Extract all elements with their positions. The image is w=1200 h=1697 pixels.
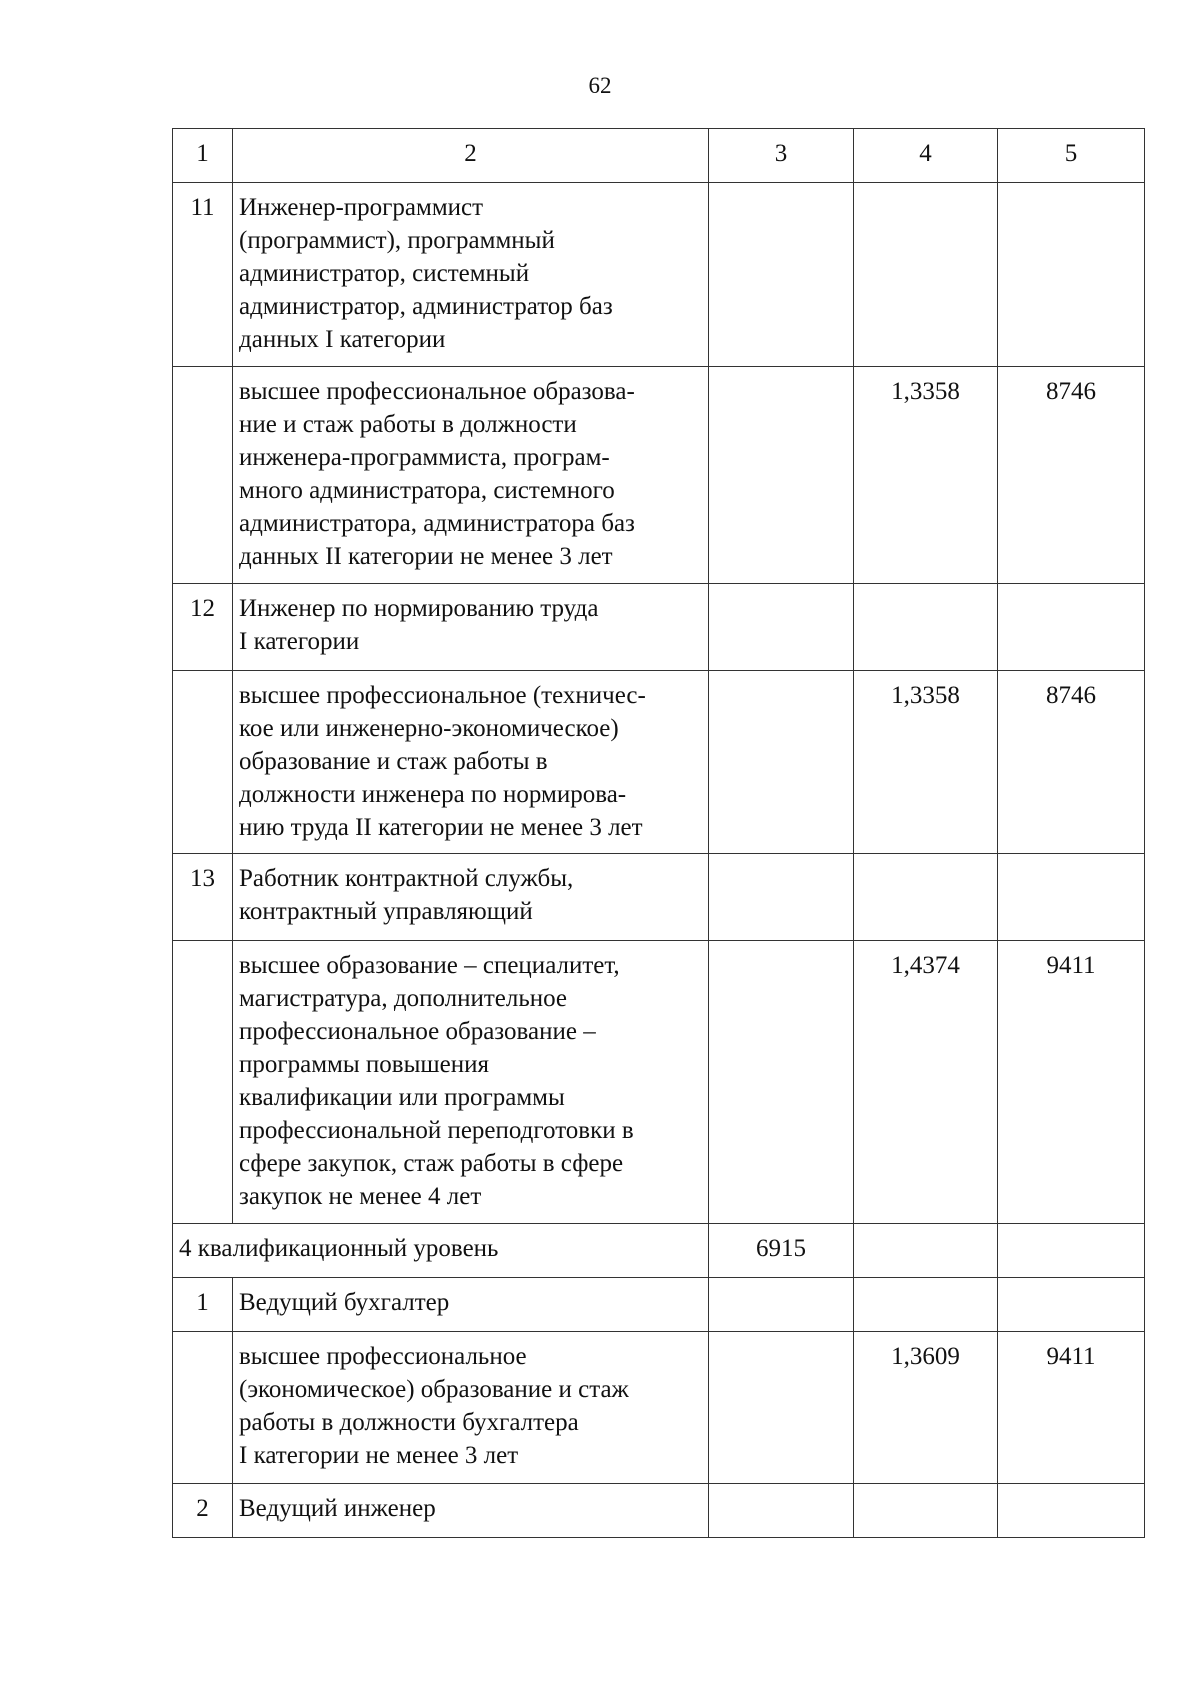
cell-col3 <box>709 671 854 854</box>
header-cell-2: 2 <box>233 129 709 183</box>
table-row <box>173 854 1145 941</box>
requirement-text: высшее профессиональное (экономическое) образование и стаж работы в должности бухгалтера I категории не менее 3 лет <box>233 1332 709 1484</box>
cell-col5 <box>998 1484 1145 1538</box>
coefficient-value: 1,4374 <box>854 941 998 1224</box>
table-row <box>173 941 1145 1224</box>
table-row <box>173 367 1145 584</box>
cell-col5 <box>998 1278 1145 1332</box>
salary-value: 9411 <box>998 1332 1145 1484</box>
row-number <box>173 1332 233 1484</box>
cell-col3 <box>709 1332 854 1484</box>
table-row <box>173 1332 1145 1484</box>
row-number: 1 <box>173 1278 233 1332</box>
row-number: 2 <box>173 1484 233 1538</box>
cell-col3 <box>709 584 854 671</box>
cell-col3 <box>709 854 854 941</box>
cell-col5 <box>998 183 1145 367</box>
cell-col4 <box>854 584 998 671</box>
header-cell-4: 4 <box>854 129 998 183</box>
cell-col4 <box>854 1224 998 1278</box>
requirement-text: высшее образование – специалитет, магистратура, дополнительное профессиональное образование – программы повышения квалификации или программы профессиональной переподготовки в сфере закупок, стаж работы в сфере закупок не менее 4 лет <box>233 941 709 1224</box>
position-title: Инженер-программист (программист), программный администратор, системный администратор, администратор баз данных I категории <box>233 183 709 367</box>
table-header-row <box>173 129 1145 183</box>
header-cell-5: 5 <box>998 129 1145 183</box>
cell-col3 <box>709 1484 854 1538</box>
cell-col3 <box>709 367 854 584</box>
position-title: Инженер по нормированию труда I категории <box>233 584 709 671</box>
coefficient-value: 1,3609 <box>854 1332 998 1484</box>
cell-col4 <box>854 1278 998 1332</box>
cell-col5 <box>998 584 1145 671</box>
coefficient-value: 1,3358 <box>854 671 998 854</box>
row-number <box>173 941 233 1224</box>
position-title: Ведущий инженер <box>233 1484 709 1538</box>
cell-col4 <box>854 1484 998 1538</box>
cell-col4 <box>854 183 998 367</box>
row-number: 13 <box>173 854 233 941</box>
row-number: 11 <box>173 183 233 367</box>
row-number <box>173 367 233 584</box>
qualification-level-row <box>173 1224 1145 1278</box>
salary-value: 8746 <box>998 671 1145 854</box>
cell-col5 <box>998 854 1145 941</box>
qualification-level-label: 4 квалификационный уровень <box>173 1224 709 1278</box>
table-row <box>173 183 1145 367</box>
table-row <box>173 584 1145 671</box>
row-number <box>173 671 233 854</box>
table-row <box>173 1484 1145 1538</box>
row-number: 12 <box>173 584 233 671</box>
position-title: Работник контрактной службы, контрактный управляющий <box>233 854 709 941</box>
requirement-text: высшее профессиональное (техничес- кое или инженерно-экономическое) образование и стаж работы в должности инженера по нормирова- нию труда II категории не менее 3 лет <box>233 671 709 854</box>
coefficient-value: 1,3358 <box>854 367 998 584</box>
cell-col5 <box>998 1224 1145 1278</box>
page-number: 62 <box>588 73 612 98</box>
table-row <box>173 1278 1145 1332</box>
cell-col3 <box>709 941 854 1224</box>
header-cell-1: 1 <box>173 129 233 183</box>
cell-col4 <box>854 854 998 941</box>
cell-col3 <box>709 183 854 367</box>
salary-value: 8746 <box>998 367 1145 584</box>
table-row <box>173 671 1145 854</box>
header-cell-3: 3 <box>709 129 854 183</box>
salary-value: 9411 <box>998 941 1145 1224</box>
position-title: Ведущий бухгалтер <box>233 1278 709 1332</box>
base-salary-value: 6915 <box>709 1224 854 1278</box>
qualification-table <box>172 128 1145 1538</box>
cell-col3 <box>709 1278 854 1332</box>
requirement-text: высшее профессиональное образова- ние и стаж работы в должности инженера-программиста, програм- много администратора, системного администратора, администратора баз данных II категории не менее 3 лет <box>233 367 709 584</box>
